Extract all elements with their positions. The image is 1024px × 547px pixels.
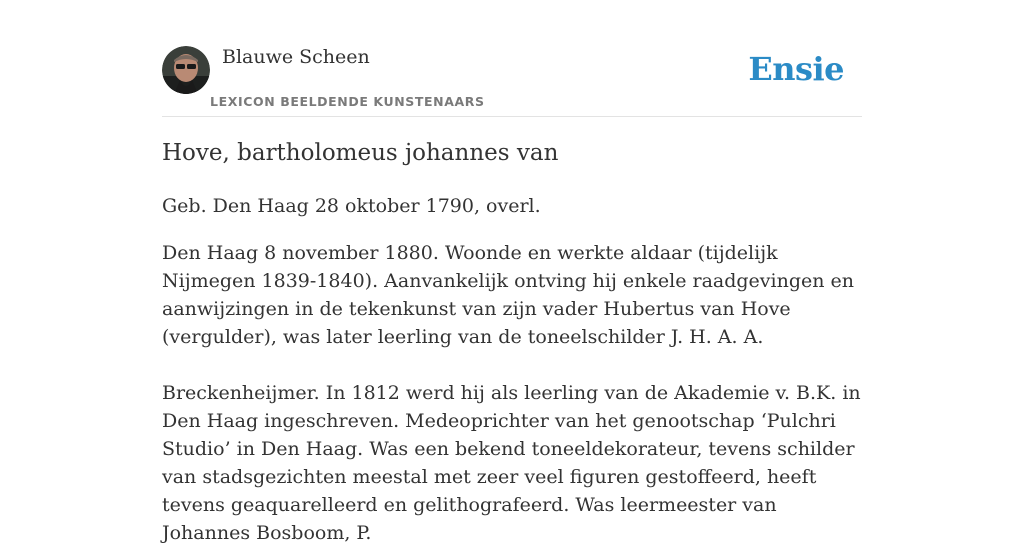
author-name-link[interactable]: Blauwe Scheen: [222, 46, 370, 68]
ensie-logo[interactable]: Ensie: [748, 50, 844, 88]
page-header: [162, 46, 862, 117]
article-paragraph-1: Geb. Den Haag 28 oktober 1790, overl.: [162, 195, 541, 217]
article-paragraph-3: Breckenheijmer. In 1812 werd hij als leerling van de Akademie v. B.K. in Den Haag ingeschreven. Medeoprichter van het genootschap ‘Pulchri Studio’ in Den Haag. Was een bekend toneeldekorateur, tevens schilder van stadsgezichten meestal met zeer veel figuren gestoffeerd, heeft tevens geaquarelleerd en gelithografeerd. Was leermeester van Johannes Bosboom, P.: [162, 382, 861, 544]
author-avatar[interactable]: [162, 46, 210, 94]
article-title: Hove, bartholomeus johannes van: [162, 140, 559, 166]
article-paragraph-2: Den Haag 8 november 1880. Woonde en werkte aldaar (tijdelijk Nijmegen 1839-1840). Aanvankelijk ontving hij enkele raadgevingen en aanwijzingen in de tekenkunst van zijn vader Hubertus van Hove (vergulder), was later leerling van de toneelschilder J. H. A. A.: [162, 242, 855, 348]
collection-subtitle: LEXICON BEELDENDE KUNSTENAARS: [210, 94, 485, 109]
